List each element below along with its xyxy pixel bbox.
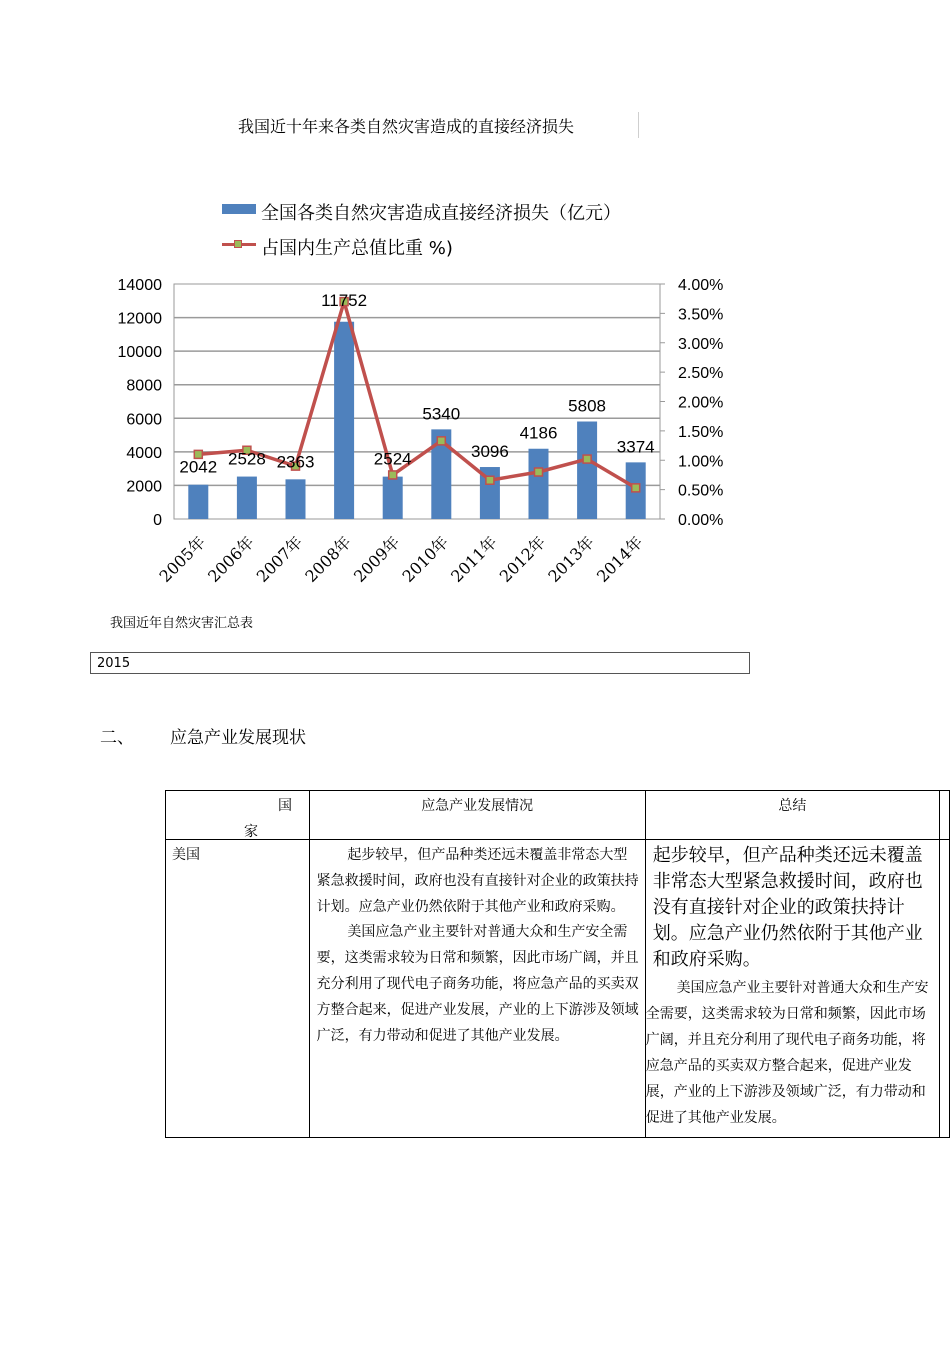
x-tick-label: 2013年 [544, 532, 598, 586]
header-summary: 总结 [645, 791, 939, 840]
line-marker [486, 476, 494, 484]
y-right-tick-label: 1.50% [678, 423, 724, 441]
legend-bar-label: 全国各类自然灾害造成直接经济损失（亿元） [261, 203, 621, 224]
y-left-tick-label: 6000 [126, 411, 162, 429]
y-right-tick-label: 0.00% [678, 512, 724, 529]
line-marker [583, 455, 591, 463]
summary-paragraph-1: 起步较早，但产品种类还远未覆盖非常态大型紧急救援时间，政府也没有直接针对企业的政策扶持计划。应急产业仍然依附于其他产业和政府采购。 [652, 845, 923, 970]
cell-summary [645, 840, 939, 1138]
y-right-tick-label: 3.00% [678, 335, 724, 353]
y-left-tick-label: 0 [153, 512, 162, 529]
summary-paragraph-2: 美国应急产业主要针对普通大众和生产安全需要，这类需求较为日常和频繁，因此市场广阔，并且充分利用了现代电子商务功能，将应急产品的买卖双方整合起来，促进产业发展，产业的上下游涉及领域广泛，有力带动和促进了其他产业发展。 [645, 980, 929, 1126]
bar-data-label: 3096 [470, 442, 509, 462]
table-header-row [166, 791, 950, 840]
bar [577, 422, 597, 519]
bar-data-label: 4186 [519, 423, 558, 443]
header-country-2: 家 [244, 824, 258, 840]
section-title: 应急产业发展现状 [170, 728, 306, 748]
line-marker [535, 468, 543, 476]
x-tick-label: 2012年 [495, 532, 550, 586]
x-tick-label: 2008年 [301, 532, 355, 586]
bar-data-label: 2042 [179, 457, 218, 477]
x-tick-label: 2010年 [398, 532, 453, 586]
y-right-tick-label: 2.00% [678, 394, 724, 412]
chart-title: 我国近十年来各类自然灾害造成的直接经济损失 [238, 117, 575, 136]
year-box: 2015 [90, 652, 750, 674]
y-right-tick-label: 2.50% [678, 365, 724, 383]
line-marker [437, 437, 445, 445]
cell-extra [940, 840, 950, 1138]
cell-situation [309, 840, 645, 1138]
bar-data-label: 2528 [227, 449, 266, 469]
legend-line-label: 占国内生产总值比重 %) [261, 238, 453, 259]
x-tick-label: 2005年 [155, 532, 210, 586]
bar-data-label: 3374 [616, 437, 655, 457]
line-marker [632, 484, 640, 492]
bar [188, 485, 208, 519]
loss-chart [0, 0, 950, 620]
industry-table [165, 790, 950, 1138]
situation-paragraph-2: 美国应急产业主要针对普通大众和生产安全需要，这类需求较为日常和频繁，因此市场广阔，并且充分利用了现代电子商务功能，将应急产品的买卖双方整合起来，促进产业发展，产业的上下游涉及领域广泛，有力带动和促进了其他产业发展。 [316, 924, 639, 1044]
line-marker [389, 471, 397, 479]
bar-data-label: 2363 [276, 452, 315, 472]
header-country [166, 791, 310, 840]
bar-data-label: 5808 [568, 396, 607, 416]
bar-data-label: 5340 [422, 404, 461, 424]
y-right-tick-label: 3.50% [678, 306, 724, 324]
y-left-tick-label: 4000 [126, 444, 162, 462]
y-left-tick-label: 12000 [117, 310, 162, 328]
y-left-tick-label: 8000 [126, 377, 162, 395]
chart-caption: 我国近年自然灾害汇总表 [110, 616, 254, 631]
bar-data-label: 11752 [321, 291, 368, 310]
bar [237, 477, 257, 519]
bar [334, 322, 354, 519]
section-number: 二、 [100, 728, 134, 748]
x-tick-label: 2011年 [447, 532, 501, 586]
x-tick-label: 2009年 [349, 532, 404, 586]
y-right-tick-label: 0.50% [678, 482, 724, 500]
y-left-tick-label: 2000 [126, 478, 162, 496]
bar-data-label: 2524 [373, 449, 412, 469]
x-tick-label: 2006年 [204, 532, 258, 586]
situation-paragraph-1: 起步较早，但产品种类还远未覆盖非常态大型紧急救援时间，政府也没有直接针对企业的政策扶持计划。应急产业仍然依附于其他产业和政府采购。 [316, 847, 639, 915]
cell-country: 美国 [166, 840, 310, 1138]
y-right-tick-label: 4.00% [678, 277, 724, 294]
header-country-1: 国 [278, 798, 292, 814]
table-row [166, 840, 950, 1138]
bar [383, 477, 403, 519]
bar [529, 449, 549, 519]
header-extra [940, 791, 950, 840]
bar [286, 479, 306, 519]
x-tick-label: 2014年 [592, 532, 647, 586]
y-right-tick-label: 1.00% [678, 453, 724, 471]
x-tick-label: 2007年 [252, 532, 307, 586]
y-left-tick-label: 10000 [117, 344, 162, 362]
header-situation: 应急产业发展情况 [309, 791, 645, 840]
y-left-tick-label: 14000 [117, 277, 162, 294]
